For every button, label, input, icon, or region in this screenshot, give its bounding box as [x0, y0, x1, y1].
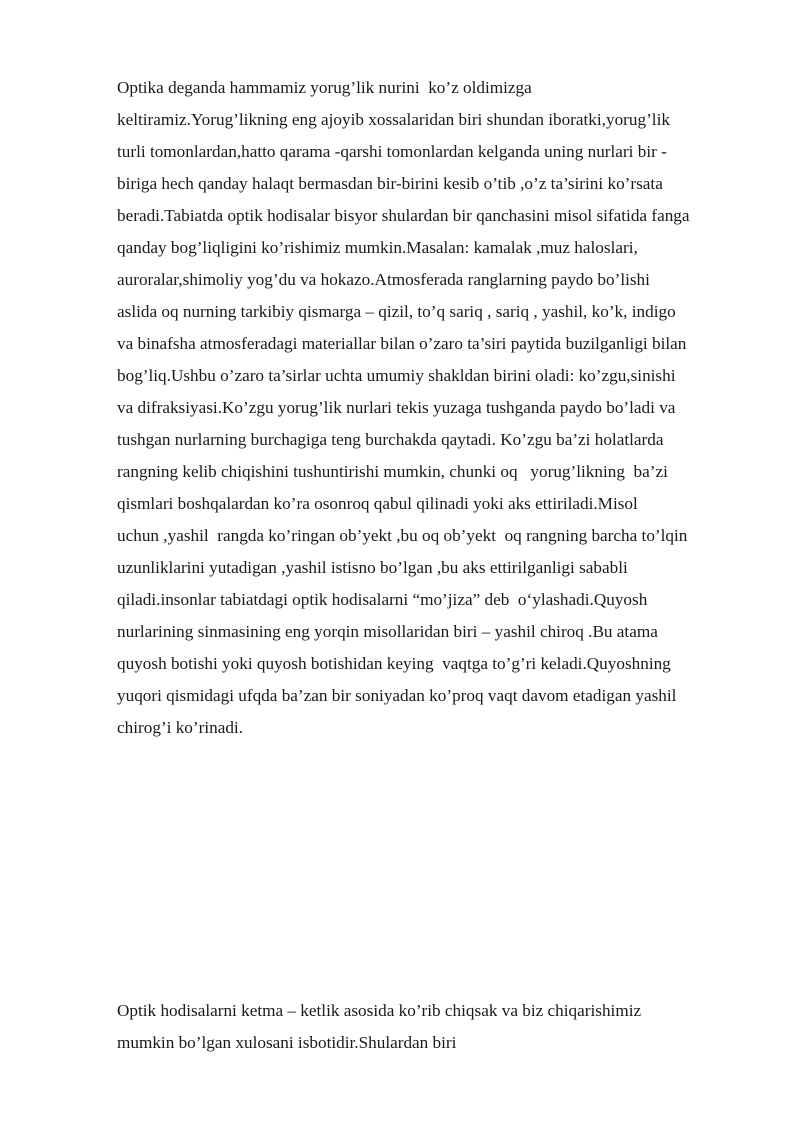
text-line: qanday bog’liqligini ko’rishimiz mumkin.Masalan: kamalak ,muz haloslari, — [117, 238, 638, 257]
text-line: aslida oq nurning tarkibiy qismarga – qizil, to’q sariq , sariq , yashil, ko’k, indigo — [117, 302, 676, 321]
text-line: qismlari boshqalardan ko’ra osonroq qabul qilinadi yoki aks ettiriladi.Misol — [117, 494, 638, 513]
text-line: qiladi.insonlar tabiatdagi optik hodisalarni “mo’jiza” deb o‘ylashadi.Quyosh — [117, 590, 648, 609]
text-line: turli tomonlardan,hatto qarama -qarshi tomonlardan kelganda uning nurlari bir - — [117, 142, 667, 161]
text-line: biriga hech qanday halaqt bermasdan bir-birini kesib o’tib ,o’z ta’sirini ko’rsata — [117, 174, 663, 193]
text-line: chirog’i ko’rinadi. — [117, 718, 244, 737]
text-line: yuqori qismidagi ufqda ba’zan bir soniyadan ko’proq vaqt davom etadigan yashil — [117, 686, 677, 705]
text-line: auroralar,shimoliy yog’du va hokazo.Atmosferada ranglarning paydo bo’lishi — [117, 270, 650, 289]
text-line: quyosh botishi yoki quyosh botishidan keying vaqtga to’g’ri keladi.Quyoshning — [117, 654, 671, 673]
text-line: beradi.Tabiatda optik hodisalar bisyor shulardan bir qanchasini misol sifatida fanga — [117, 206, 690, 225]
text-line: bog’liq.Ushbu o’zaro ta’sirlar uchta umumiy shakldan birini oladi: ko’zgu,sinishi — [117, 366, 676, 385]
text-line: uzunliklarini yutadigan ,yashil istisno bo’lgan ,bu aks ettirilganligi sababli — [117, 558, 628, 577]
text-line: rangning kelib chiqishini tushuntirishi mumkin, chunki oq yorug’likning ba’zi — [117, 462, 668, 481]
text-line: mumkin bo’lgan xulosani isbotidir.Shulardan biri — [117, 1033, 457, 1052]
text-line: va difraksiyasi.Ko’zgu yorug’lik nurlari tekis yuzaga tushganda paydo bo’ladi va — [117, 398, 676, 417]
text-line: nurlarining sinmasining eng yorqin misollaridan biri – yashil chiroq .Bu atama — [117, 622, 658, 641]
text-line: Optik hodisalarni ketma – ketlik asosida ko’rib chiqsak va biz chiqarishimiz — [117, 1001, 642, 1020]
text-line: Optika deganda hammamiz yorug’lik nurini ko’z oldimizga — [117, 78, 532, 97]
text-line: tushgan nurlarning burchagiga teng burchakda qaytadi. Ko’zgu ba’zi holatlarda — [117, 430, 664, 449]
text-line: va binafsha atmosferadagi materiallar bilan o’zaro ta’siri paytida buzilganligi bilan — [117, 334, 687, 353]
text-line: uchun ,yashil rangda ko’ringan ob’yekt ,bu oq ob’yekt oq rangning barcha to’lqin — [117, 526, 688, 545]
text-line: keltiramiz.Yorug’likning eng ajoyib xossalaridan biri shundan iboratki,yorug’lik — [117, 110, 670, 129]
